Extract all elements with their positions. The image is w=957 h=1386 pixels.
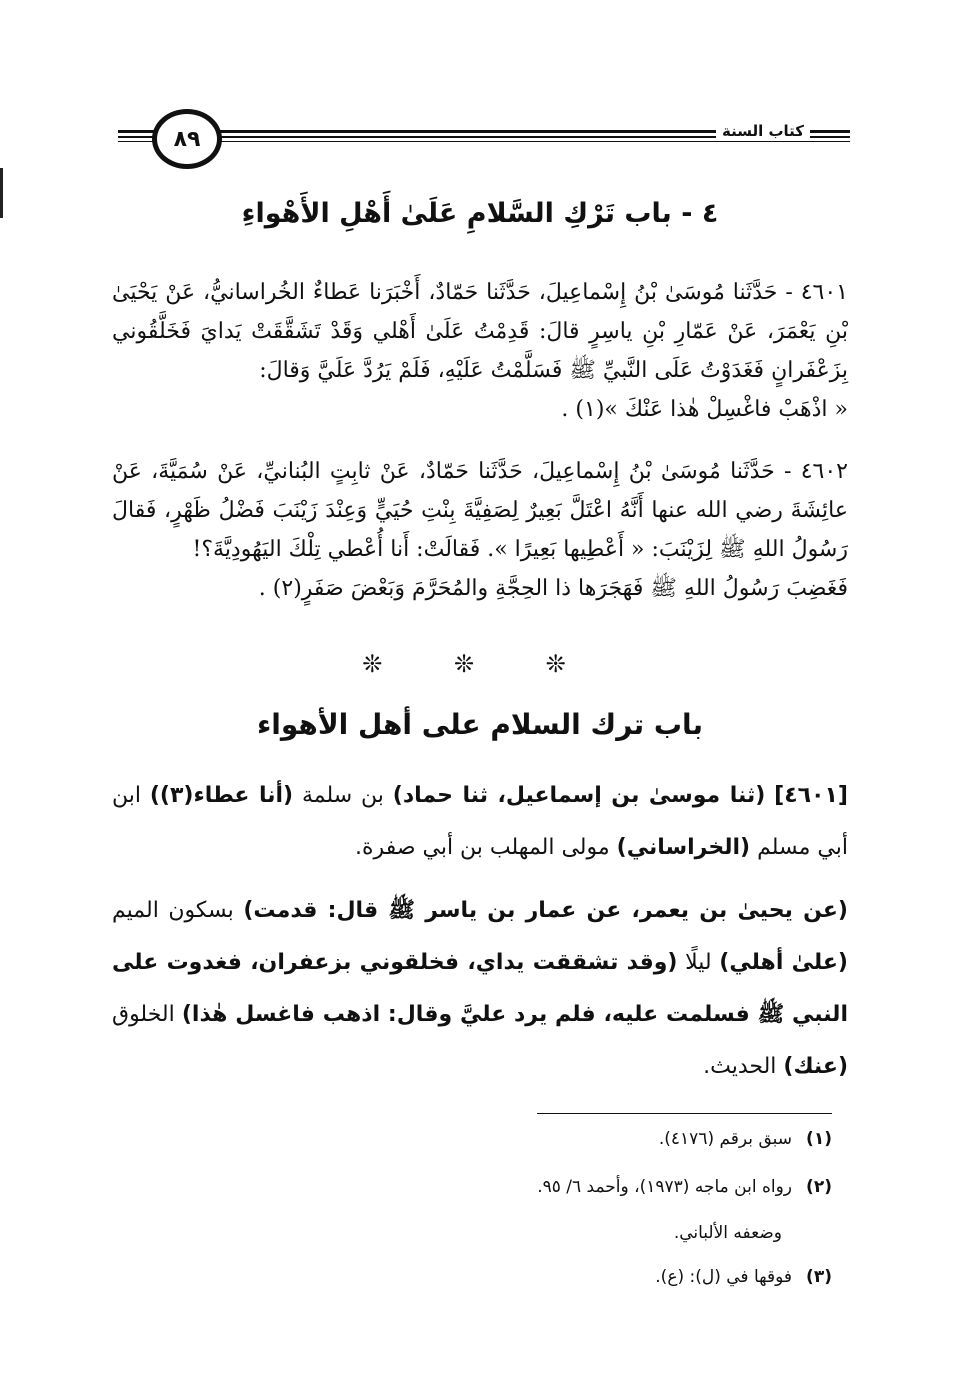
commentary-quote: (ثنا موسىٰ بن إسماعيل، ثنا حماد) [392,783,766,808]
commentary-gloss: ليلًا [677,950,720,975]
hadith-4601: ٤٦٠١ - حَدَّثَنا مُوسَىٰ بْنُ إِسْماعِيلَ، حَدَّثَنا حَمّادٌ، أَخْبَرَنا عَطاءٌ الخُراسانيُّ، عَنْ يَحْيَىٰ بْنِ يَعْمَرَ، عَنْ عَمّارِ بْنِ ياسِرٍ قالَ: قَدِمْتُ عَلَىٰ أَهْلي وَقَدْ تَشَقَّقَتْ يَدايَ فَخَلَّقُوني بِزَعْفَرانٍ فَغَدَوْتُ عَلَى النَّبيِّ ﷺ فَسَلَّمْتُ عَلَيْهِ، فَلَمْ يَرُدَّ عَلَيَّ وَقالَ: « اذْهَبْ فاغْسِلْ هٰذا عَنْكَ »(١) . [112,273,848,433]
commentary-gloss: بن سلمة [293,783,393,808]
page-number: ٨٩ [152,109,222,169]
commentary-heading: باب ترك السلام على أهل الأهواء [256,708,704,741]
hadith-number: ٤٦٠١ [800,280,848,305]
section-separator: ❊ ❊ ❊ [362,650,598,678]
footnote-text: سبق برقم (٤١٧٦). [658,1129,792,1149]
section-heading: ٤ - باب تَرْكِ السَّلامِ عَلَىٰ أَهْلِ الأَهْواءِ [241,198,719,229]
footnote [232,1176,832,1198]
hadith-number: ٤٦٠٢ [800,459,848,484]
page-header [118,108,850,160]
footnote-text: فوقها في (ل): (ع). [655,1267,792,1287]
footnote-continuation [182,1222,782,1244]
commentary-quote: (عن يحيىٰ بن يعمر، عن عمار بن ياسر ﷺ قال: قدمت) [243,898,848,923]
commentary-ref: [٤٦٠١] [774,783,848,808]
commentary-4601 [112,770,848,874]
footnote-number: (١) [806,1129,832,1149]
commentary-quote: (عنك) [783,1054,848,1079]
commentary-gloss: ابن أبي مسلم [112,783,848,860]
commentary-quote: (أنا عطاء(٣)) [149,783,294,808]
footnote-number: (٣) [806,1267,832,1287]
commentary-quote: (الخراساني) [616,835,751,860]
footnote-number: (٢) [806,1177,832,1197]
footnote [232,1128,832,1150]
footnote-text: رواه ابن ماجه (١٩٧٣)، وأحمد ٦/ ٩٥. [537,1177,792,1197]
scan-edge-mark [0,168,3,218]
commentary-gloss: الحديث. [703,1054,784,1079]
hadith-4602: ٤٦٠٢ - حَدَّثَنا مُوسَىٰ بْنُ إِسْماعِيلَ، حَدَّثَنا حَمّادٌ، عَنْ ثابِتٍ البُنانيِّ، عَنْ سُمَيَّةَ، عَنْ عائِشَةَ رضي الله عنها أَنَّهُ اعْتَلَّ بَعِيرٌ لِصَفِيَّةَ بِنْتِ حُيَيٍّ وَعِنْدَ زَيْنَبَ فَضْلُ ظَهْرٍ، فَقالَ رَسُولُ اللهِ ﷺ لِزَيْنَبَ: « أَعْطِيها بَعِيرًا ». فَقالَتْ: أَنا أُعْطي تِلْكَ اليَهُودِيَّةَ؟! فَغَضِبَ رَسُولُ اللهِ ﷺ فَهَجَرَها ذا الحِجَّةِ والمُحَرَّمَ وَبَعْضَ صَفَرٍ(٢) . [112,452,848,612]
commentary-4601-cont [112,885,848,1093]
footnote [232,1266,832,1288]
commentary-quote: (وقد تشققت يداي، فخلقوني بزعفران، فغدوت على النبي ﷺ فسلمت عليه، فلم يرد عليَّ وقال: اذهب فاغسل هٰذا) [112,950,848,1027]
header-rule [118,141,850,142]
commentary-gloss: بسكون الميم [112,898,244,923]
running-title: كتاب السنة [716,122,810,140]
commentary-gloss: مولى المهلب بن أبي صفرة. [355,835,617,860]
footnote-rule [537,1113,832,1114]
hadith-last-line: فَغَضِبَ رَسُولُ اللهِ ﷺ فَهَجَرَها ذا الحِجَّةِ والمُحَرَّمَ وَبَعْضَ صَفَرٍ(٢) . [258,576,848,601]
footnote-text: وضعفه الألباني. [673,1223,782,1243]
hadith-text: حَدَّثَنا مُوسَىٰ بْنُ إِسْماعِيلَ، حَدَّثَنا حَمّادٌ، أَخْبَرَنا عَطاءٌ الخُراسانيُّ، عَنْ يَحْيَىٰ بْنِ يَعْمَرَ، عَنْ عَمّارِ بْنِ ياسِرٍ قالَ: قَدِمْتُ عَلَىٰ أَهْلي وَقَدْ تَشَقَّقَتْ يَدايَ فَخَلَّقُوني بِزَعْفَرانٍ فَغَدَوْتُ عَلَى النَّبيِّ ﷺ فَسَلَّمْتُ عَلَيْهِ، فَلَمْ يَرُدَّ عَلَيَّ وَقالَ: [112,280,848,383]
commentary-quote: (علىٰ أهلي) [719,950,848,975]
hadith-text: حَدَّثَنا مُوسَىٰ بْنُ إِسْماعِيلَ، حَدَّثَنا حَمّادٌ، عَنْ ثابِتٍ البُنانيِّ، عَنْ سُمَيَّةَ، عَنْ عائِشَةَ رضي الله عنها أَنَّهُ اعْتَلَّ بَعِيرٌ لِصَفِيَّةَ بِنْتِ حُيَيٍّ وَعِنْدَ زَيْنَبَ فَضْلُ ظَهْرٍ، فَقالَ رَسُولُ اللهِ ﷺ لِزَيْنَبَ: « أَعْطِيها بَعِيرًا ». فَقالَتْ: أَنا أُعْطي تِلْكَ اليَهُودِيَّةَ؟! [112,459,848,562]
commentary-gloss: الخلوق [112,1002,182,1027]
hadith-last-line: « اذْهَبْ فاغْسِلْ هٰذا عَنْكَ »(١) . [561,397,848,422]
